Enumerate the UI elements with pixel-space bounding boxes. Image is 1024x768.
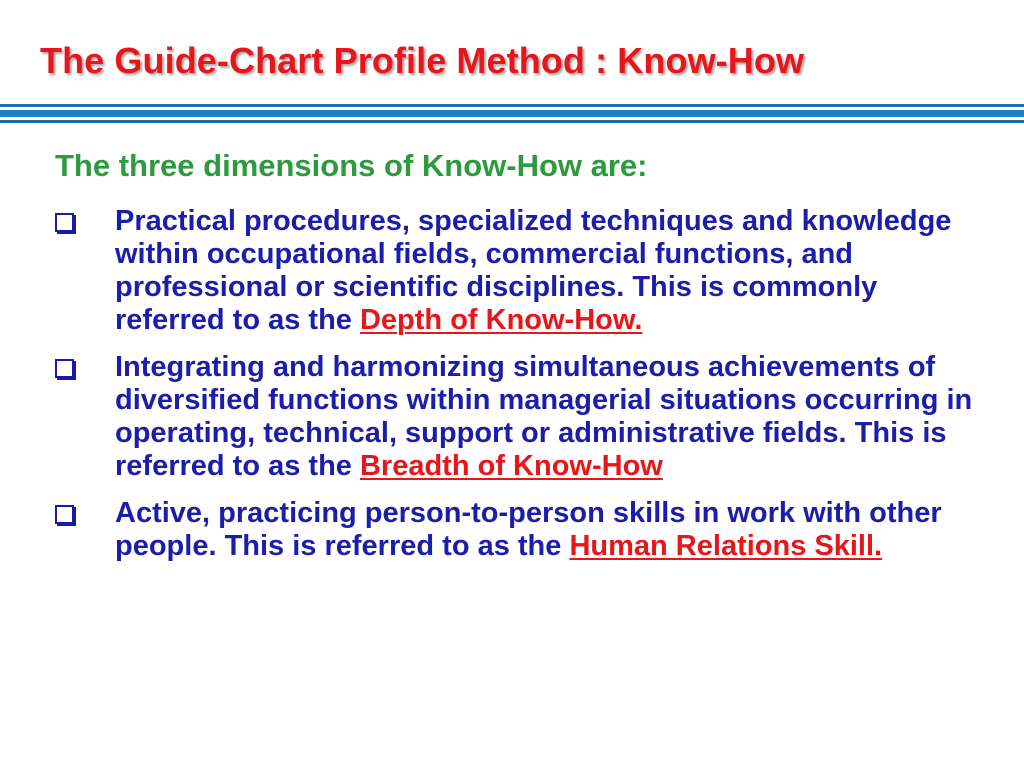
- slide-title: The Guide-Chart Profile Method : Know-How: [40, 40, 805, 81]
- bullet-body-text: Integrating and harmonizing simultaneous achievements of diversified functions within managerial situations occurring in operating, technical, support or administrative fields. This is referred to as the: [115, 351, 973, 482]
- title-divider-bottom: [0, 120, 1024, 123]
- bullet-item-depth: [55, 205, 985, 337]
- hollow-square-bullet-icon: [55, 359, 74, 378]
- title-divider-middle: [0, 110, 1024, 117]
- bullet-highlight-term: Human Relations Skill.: [569, 530, 883, 562]
- bullet-body-text: Practical procedures, specialized techniques and knowledge within occupational fields, commercial functions, and professional or scientific disciplines. This is commonly referred to as the: [115, 205, 952, 336]
- bullet-text: [115, 497, 985, 563]
- slide-subtitle: The three dimensions of Know-How are:: [55, 148, 648, 183]
- bullet-list: [55, 205, 985, 577]
- bullet-item-human-relations: [55, 497, 985, 563]
- bullet-text: [115, 351, 985, 483]
- bullet-highlight-term: Depth of Know-How.: [359, 304, 643, 336]
- hollow-square-bullet-icon: [55, 505, 74, 524]
- bullet-item-breadth: [55, 351, 985, 483]
- hollow-square-bullet-icon: [55, 213, 74, 232]
- bullet-highlight-term: Breadth of Know-How: [359, 450, 663, 482]
- bullet-text: [115, 205, 985, 337]
- bullet-body-text: Active, practicing person-to-person skills in work with other people. This is referred to as the: [115, 497, 942, 562]
- title-divider-top: [0, 104, 1024, 107]
